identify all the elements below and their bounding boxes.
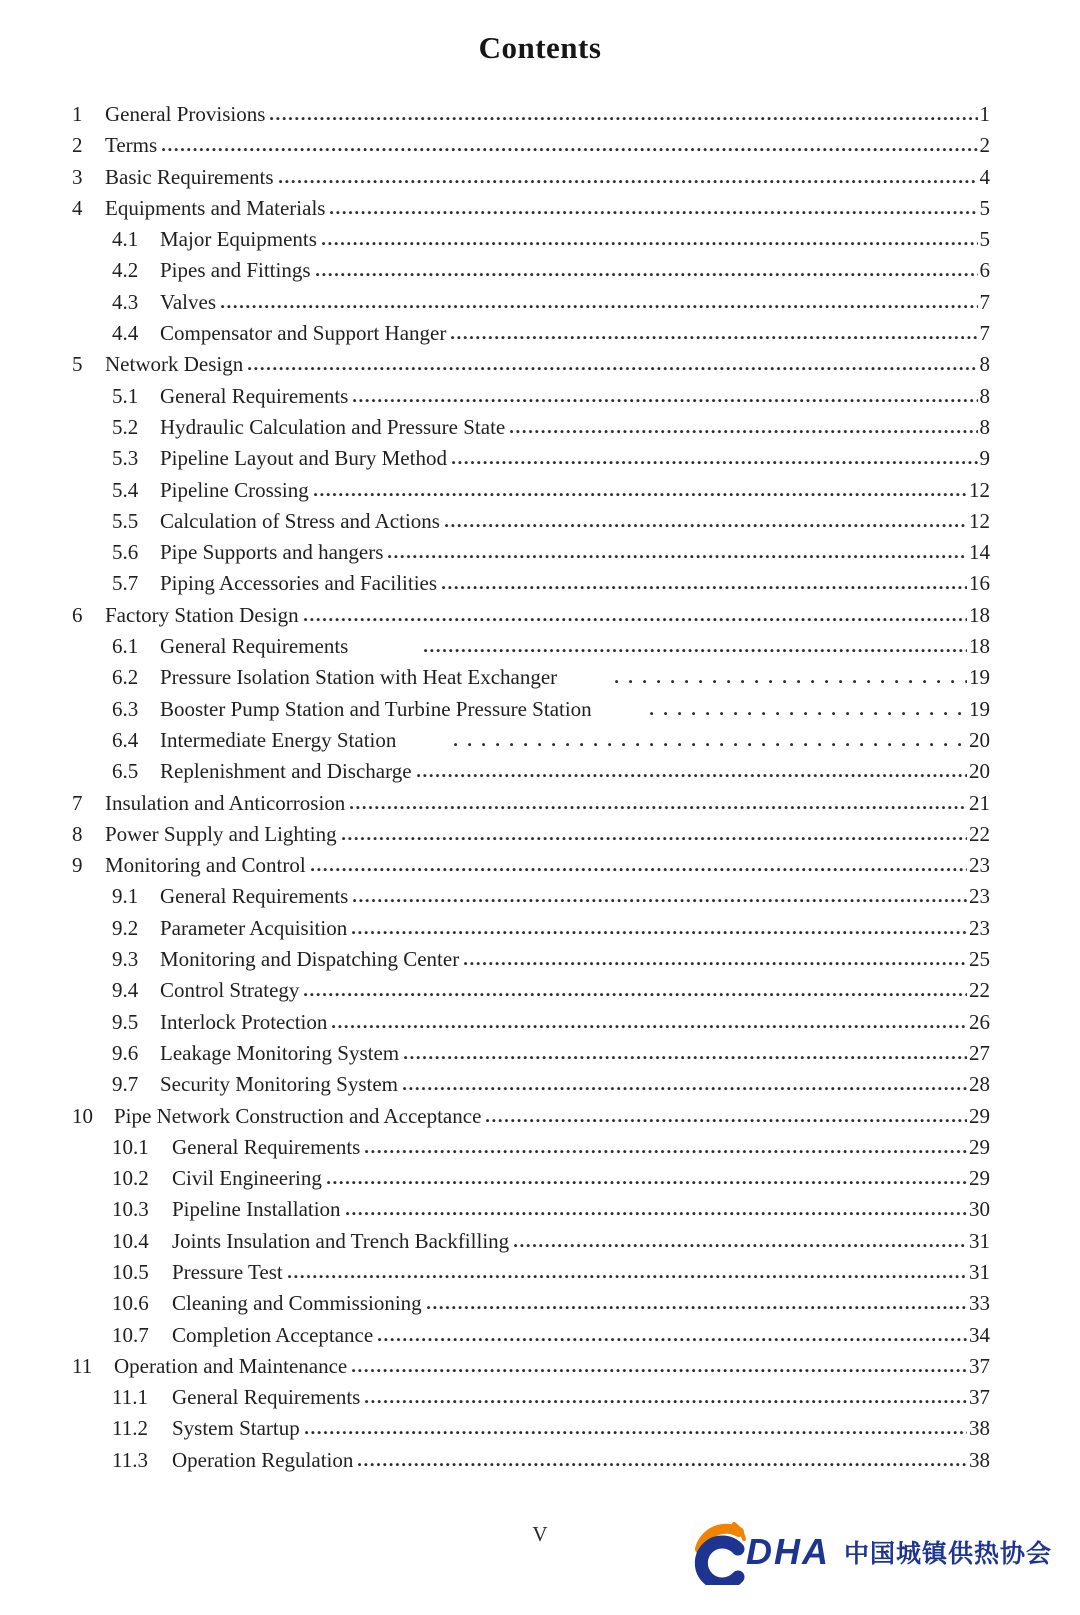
toc-leader-dots	[270, 116, 977, 121]
toc-entry	[72, 853, 990, 884]
toc-entry-page: 33	[969, 1291, 990, 1316]
toc-leader-dots	[417, 773, 967, 778]
toc-leader-dots	[510, 429, 977, 434]
toc-list	[72, 102, 990, 1479]
toc-entry-page: 27	[969, 1040, 990, 1065]
page-title: Contents	[478, 30, 602, 65]
toc-entry-number: 5.6	[112, 540, 139, 565]
toc-entry-title: Cleaning and Commissioning	[172, 1291, 422, 1316]
toc-entry-title: Completion Acceptance	[172, 1322, 374, 1347]
toc-leader-dots	[279, 179, 978, 184]
toc-entry-page: 5	[979, 227, 990, 252]
toc-leader-dots	[454, 742, 967, 747]
toc-entry-number: 7	[72, 790, 83, 815]
toc-entry-title: Compensator and Support Hanger	[160, 321, 447, 346]
toc-entry-title: Network Design	[105, 352, 244, 377]
toc-entry-number: 11	[72, 1353, 93, 1378]
toc-leader-dots	[452, 460, 978, 465]
toc-entry-number: 9	[72, 853, 83, 878]
toc-leader-dots	[650, 711, 967, 716]
toc-entry-page: 1	[979, 102, 990, 126]
toc-entry-page: 2	[979, 133, 990, 158]
toc-leader-dots	[322, 241, 978, 246]
toc-entry-title: General Requirements	[172, 1134, 361, 1159]
toc-entry-page: 19	[969, 665, 990, 690]
toc-entry-title: Operation and Maintenance	[114, 1353, 348, 1378]
toc-entry	[72, 415, 990, 446]
toc-entry-number: 11.1	[112, 1385, 148, 1410]
toc-entry-page: 20	[969, 759, 990, 784]
toc-entry-title: Pipeline Installation	[172, 1197, 341, 1222]
toc-leader-dots	[316, 272, 978, 277]
toc-entry-title: Pipeline Layout and Bury Method	[160, 446, 447, 471]
toc-entry-page: 29	[969, 1166, 990, 1191]
toc-leader-dots	[403, 1086, 967, 1091]
toc-entry	[72, 446, 990, 477]
toc-entry-number: 4.3	[112, 289, 139, 314]
toc-entry-page: 4	[979, 164, 990, 189]
toc-entry-page: 34	[969, 1322, 990, 1347]
toc-leader-dots	[358, 1462, 967, 1467]
toc-entry-title: Basic Requirements	[105, 164, 274, 189]
toc-entry-number: 6	[72, 602, 83, 627]
toc-entry-page: 6	[979, 258, 990, 283]
toc-entry-page: 12	[969, 477, 990, 502]
toc-leader-dots	[404, 1055, 967, 1060]
toc-entry	[72, 102, 990, 133]
toc-leader-dots	[330, 210, 977, 215]
toc-leader-dots	[353, 398, 977, 403]
toc-entry-number: 9.5	[112, 1009, 139, 1034]
toc-entry-number: 6.3	[112, 696, 139, 721]
toc-entry	[72, 165, 990, 196]
toc-entry-page: 31	[969, 1228, 990, 1253]
toc-entry	[72, 1323, 990, 1354]
toc-entry-number: 10.5	[112, 1259, 149, 1284]
toc-entry-number: 9.2	[112, 915, 139, 940]
toc-entry-page: 8	[979, 383, 990, 408]
toc-entry-number: 4.1	[112, 227, 139, 252]
toc-entry	[72, 133, 990, 164]
page-number-marker: V	[532, 1522, 548, 1546]
toc-entry-page: 21	[969, 790, 990, 815]
toc-leader-dots	[464, 961, 967, 966]
toc-entry	[72, 665, 990, 696]
toc-leader-dots	[346, 1211, 967, 1216]
toc-entry-number: 10	[72, 1103, 93, 1128]
toc-entry-number: 10.4	[112, 1228, 149, 1253]
toc-entry-title: Hydraulic Calculation and Pressure State	[160, 414, 506, 439]
toc-entry-page: 26	[969, 1009, 990, 1034]
toc-entry-title: Pressure Test	[172, 1259, 283, 1284]
toc-leader-dots	[427, 1305, 967, 1310]
toc-leader-dots	[352, 1368, 967, 1373]
logo-c-crescent	[701, 1542, 738, 1584]
toc-leader-dots	[352, 930, 967, 935]
toc-entry-number: 1	[72, 102, 83, 126]
toc-entry-number: 9.6	[112, 1040, 139, 1065]
toc-entry-title: General Requirements	[172, 1385, 361, 1410]
toc-entry	[72, 791, 990, 822]
toc-entry	[72, 947, 990, 978]
toc-leader-dots	[365, 1399, 967, 1404]
toc-entry	[72, 1010, 990, 1041]
cdha-logo-acronym: DHA	[745, 1531, 830, 1572]
toc-entry	[72, 1104, 990, 1135]
toc-leader-dots	[365, 1149, 967, 1154]
toc-entry-number: 4	[72, 195, 83, 220]
toc-entry-number: 6.4	[112, 727, 139, 752]
toc-entry-page: 12	[969, 508, 990, 533]
toc-entry-number: 5	[72, 352, 83, 377]
toc-leader-dots	[162, 147, 977, 152]
toc-leader-dots	[304, 617, 967, 622]
toc-entry	[72, 916, 990, 947]
toc-entry-page: 37	[969, 1353, 990, 1378]
toc-entry-number: 5.3	[112, 446, 139, 471]
toc-entry-number: 4.2	[112, 258, 139, 283]
toc-entry-number: 5.4	[112, 477, 139, 502]
toc-entry	[72, 978, 990, 1009]
toc-entry-page: 30	[969, 1197, 990, 1222]
toc-entry-title: Monitoring and Dispatching Center	[160, 947, 460, 972]
toc-entry-page: 23	[969, 915, 990, 940]
toc-entry	[72, 384, 990, 415]
toc-leader-dots	[221, 304, 978, 309]
toc-entry-title: Power Supply and Lighting	[105, 821, 337, 846]
toc-entry-page: 38	[969, 1416, 990, 1441]
toc-entry-title: Calculation of Stress and Actions	[160, 508, 440, 533]
toc-entry	[72, 321, 990, 352]
toc-entry-page: 37	[969, 1385, 990, 1410]
toc-entry-page: 22	[969, 821, 990, 846]
toc-entry-title: Control Strategy	[160, 978, 300, 1003]
toc-entry	[72, 634, 990, 665]
toc-leader-dots	[378, 1337, 967, 1342]
toc-entry-number: 2	[72, 133, 83, 158]
toc-entry	[72, 258, 990, 289]
toc-entry-number: 11.2	[112, 1416, 148, 1441]
toc-entry	[72, 1385, 990, 1416]
toc-entry-page: 18	[969, 602, 990, 627]
toc-entry-page: 28	[969, 1072, 990, 1097]
toc-entry-number: 10.3	[112, 1197, 149, 1222]
toc-entry-page: 23	[969, 853, 990, 878]
toc-entry-page: 9	[979, 446, 990, 471]
toc-leader-dots	[486, 1118, 967, 1123]
toc-entry-title: General Provisions	[105, 102, 266, 126]
toc-entry-page: 23	[969, 884, 990, 909]
toc-entry-number: 9.4	[112, 978, 139, 1003]
toc-entry-title: Major Equipments	[160, 227, 317, 252]
toc-entry-page: 18	[969, 634, 990, 659]
toc-entry-title: Terms	[105, 133, 158, 158]
toc-leader-dots	[451, 335, 977, 340]
toc-entry-page: 20	[969, 727, 990, 752]
toc-entry-title: General Requirements	[160, 884, 349, 909]
toc-leader-dots	[442, 585, 967, 590]
toc-entry-number: 6.1	[112, 634, 139, 659]
toc-entry	[72, 540, 990, 571]
toc-entry-page: 8	[979, 414, 990, 439]
toc-entry-number: 9.7	[112, 1072, 139, 1097]
toc-entry-number: 10.2	[112, 1166, 149, 1191]
toc-entry-page: 29	[969, 1134, 990, 1159]
toc-leader-dots	[332, 1024, 967, 1029]
toc-entry-title: Operation Regulation	[172, 1447, 354, 1472]
toc-entry-page: 38	[969, 1447, 990, 1472]
toc-entry-title: Pipe Supports and hangers	[160, 540, 384, 565]
toc-entry-title: Intermediate Energy Station	[160, 727, 397, 752]
cdha-logo-chinese-name: 中国城镇供热协会	[843, 1540, 1052, 1568]
toc-entry	[72, 759, 990, 790]
toc-entry	[72, 290, 990, 321]
toc-entry	[72, 509, 990, 540]
cdha-logo	[692, 1519, 1052, 1585]
toc-entry-number: 10.7	[112, 1322, 149, 1347]
toc-entry-title: Factory Station Design	[105, 602, 299, 627]
toc-entry-number: 10.1	[112, 1134, 149, 1159]
toc-leader-dots	[514, 1243, 967, 1248]
toc-leader-dots	[305, 1430, 967, 1435]
toc-leader-dots	[304, 992, 967, 997]
toc-entry	[72, 1229, 990, 1260]
toc-leader-dots	[342, 836, 967, 841]
toc-leader-dots	[388, 554, 967, 559]
toc-entry	[72, 352, 990, 383]
toc-entry-title: Insulation and Anticorrosion	[105, 790, 346, 815]
toc-entry	[72, 1416, 990, 1447]
toc-entry	[72, 1072, 990, 1103]
toc-entry-page: 25	[969, 947, 990, 972]
toc-entry-title: Pressure Isolation Station with Heat Exchanger	[160, 665, 558, 690]
toc-entry-number: 11.3	[112, 1447, 148, 1472]
toc-entry-page: 22	[969, 978, 990, 1003]
toc-leader-dots	[353, 898, 967, 903]
toc-leader-dots	[445, 523, 967, 528]
toc-entry-title: Parameter Acquisition	[160, 915, 348, 940]
toc-entry	[72, 1166, 990, 1197]
toc-entry-title: Booster Pump Station and Turbine Pressure Station	[160, 696, 592, 721]
toc-entry-page: 7	[979, 321, 990, 346]
toc-entry-number: 3	[72, 164, 83, 189]
toc-entry	[72, 1354, 990, 1385]
toc-entry	[72, 196, 990, 227]
toc-entry-title: System Startup	[172, 1416, 300, 1441]
toc-entry-number: 6.2	[112, 665, 139, 690]
toc-entry-title: General Requirements	[160, 383, 349, 408]
toc-leader-dots	[288, 1274, 967, 1279]
toc-entry-title: Valves	[160, 289, 216, 314]
toc-entry-number: 5.1	[112, 383, 139, 408]
toc-entry-page: 5	[979, 195, 990, 220]
toc-entry	[72, 1291, 990, 1322]
toc-entry-title: Replenishment and Discharge	[160, 759, 412, 784]
toc-entry-page: 19	[969, 696, 990, 721]
toc-entry	[72, 1041, 990, 1072]
toc-leader-dots	[248, 366, 977, 371]
toc-entry	[72, 697, 990, 728]
toc-entry-page: 31	[969, 1259, 990, 1284]
toc-entry-number: 5.2	[112, 414, 139, 439]
toc-entry-title: Pipe Network Construction and Acceptance	[114, 1103, 482, 1128]
toc-entry-title: Security Monitoring System	[160, 1072, 398, 1097]
toc-entry-page: 7	[979, 289, 990, 314]
toc-entry-number: 10.6	[112, 1291, 149, 1316]
toc-entry	[72, 603, 990, 634]
toc-entry-title: Pipes and Fittings	[160, 258, 311, 283]
toc-entry-page: 16	[969, 571, 990, 596]
toc-entry	[72, 728, 990, 759]
toc-entry-title: Joints Insulation and Trench Backfilling	[172, 1228, 510, 1253]
toc-entry-title: Monitoring and Control	[105, 853, 306, 878]
toc-entry-title: Leakage Monitoring System	[160, 1040, 400, 1065]
toc-entry-title: Civil Engineering	[172, 1166, 322, 1191]
toc-entry-page: 8	[979, 352, 990, 377]
toc-entry-number: 8	[72, 821, 83, 846]
toc-entry-title: Pipeline Crossing	[160, 477, 309, 502]
toc-entry-number: 9.3	[112, 947, 139, 972]
toc-entry	[72, 478, 990, 509]
toc-entry-number: 9.1	[112, 884, 139, 909]
toc-entry-title: Piping Accessories and Facilities	[160, 571, 438, 596]
toc-entry	[72, 1260, 990, 1291]
toc-entry-page: 29	[969, 1103, 990, 1128]
toc-leader-dots	[424, 648, 967, 653]
toc-entry-number: 5.7	[112, 571, 139, 596]
toc-entry-title: Equipments and Materials	[105, 195, 326, 220]
toc-leader-dots	[314, 492, 967, 497]
toc-entry-title: General Requirements	[160, 634, 349, 659]
toc-entry	[72, 227, 990, 258]
toc-leader-dots	[615, 679, 967, 684]
toc-entry	[72, 1448, 990, 1479]
toc-entry	[72, 1135, 990, 1166]
toc-entry-number: 5.5	[112, 508, 139, 533]
toc-entry	[72, 571, 990, 602]
toc-entry-page: 14	[969, 540, 990, 565]
toc-entry-number: 4.4	[112, 321, 139, 346]
toc-leader-dots	[311, 867, 967, 872]
toc-leader-dots	[327, 1180, 967, 1185]
toc-leader-dots	[350, 805, 967, 810]
toc-entry	[72, 1197, 990, 1228]
toc-entry	[72, 822, 990, 853]
toc-entry-number: 6.5	[112, 759, 139, 784]
toc-entry-title: Interlock Protection	[160, 1009, 328, 1034]
toc-entry	[72, 884, 990, 915]
